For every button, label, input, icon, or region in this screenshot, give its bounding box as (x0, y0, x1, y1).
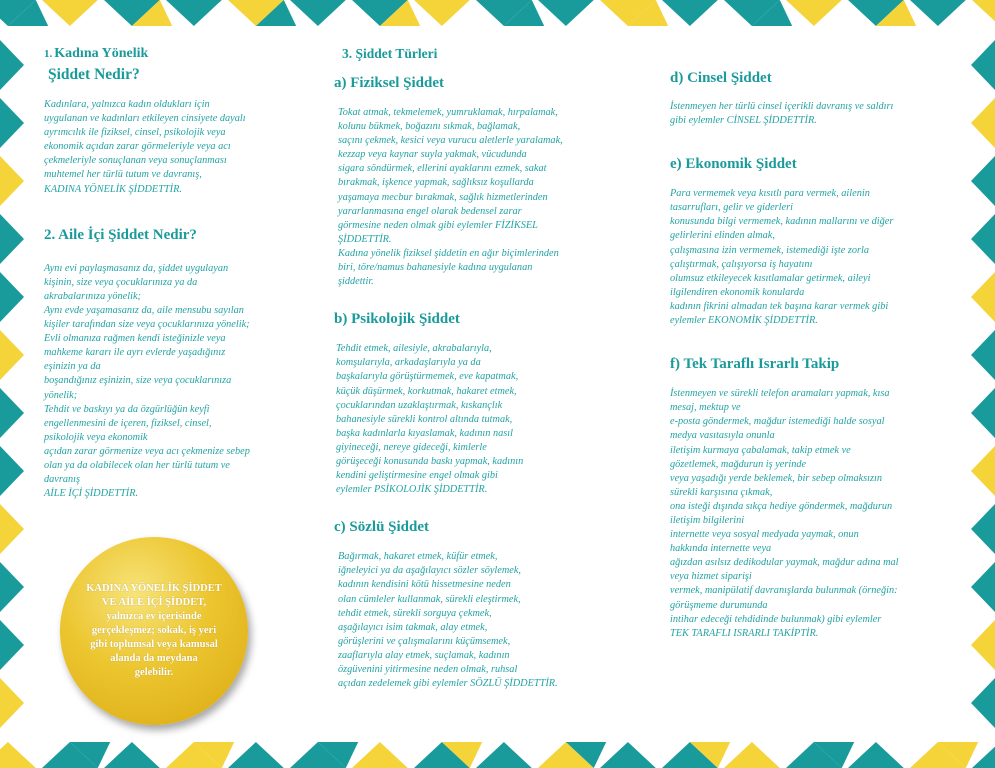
subsection-body: Tokat atmak, tekmelemek, yumruklamak, hırpalamak, kolunu bükmek, boğazını sıkmak, bağlamak, saçını çekmek, kesici veya vurucu aletlerle yaralamak, kezzap veya kaynar suyla yakmak, vücudunda sigara söndürmek, ellerini ayaklarını ezmek, sakat bırakmak, işkence yapmak, sağlıksız koşullarda yaşamaya mecbur bırakmak, sağlık hizmetlerinden yararlanmasına engel olarak bedensel zarar görmesine neden olmak gibi eylemler FİZİKSEL ŞİDDETTİR. Kadına yönelik fiziksel şiddetin en ağır biçimlerinden biri, töre/namus bahanesiyle kadına uygulanan şiddettir. (338, 107, 563, 288)
subsection-title: c) Sözlü Şiddet (334, 519, 430, 536)
subsection-title: a) Fiziksel Şiddet (334, 75, 445, 91)
subsection-body: Bağırmak, hakaret etmek, küfür etmek, iğneleyici ya da aşağılayıcı sözler söylemek, kadının kendisini kötü hissetmesine neden olan cümleler kullanmak, sürekli eleştirmek, tehdit etmek, sürekli sorguya çekmek, aşağılayıcı isim takmak, alay etmek, görüşlerini ve çalışmalarını küçümsemek, zaaflarıyla alay etmek, suçlamak, kadının özgüvenini yitirmesine neden olmak, ruhsal açıdan zedelemek gibi eylemler SÖZLÜ ŞİDDETTİR. (338, 551, 558, 690)
callout-text: KADINA YÖNELİK ŞİDDET VE AİLE İÇİ ŞİDDET, yalnızca ev içerisinde gerçekleşmez; sokak, iş yeri gibi toplumsal veya kamusal alanda da meydana gelebilir. (86, 583, 222, 678)
subsection-title: e) Ekonomik Şiddet (670, 156, 797, 173)
section-psychological-violence (334, 311, 610, 497)
section-body: Aynı evi paylaşmasanız da, şiddet uygulayan kişinin, size veya çocuklarınıza ya da akrabalarınıza yönelik; Aynı evde yaşamasanız da, aile mensubu sayılan kişiler tarafından size veya çocuklarınıza yönelik; Evli olmanıza rağmen kendi isteğinizle veya mahkeme kararı ile ayrı evlerde yaşadığınız eşinizin ya da boşandığınız eşinizin, size veya çocuklarınıza yönelik; Tehdit ve baskıyı ya da özgürlüğün keyfi engellenmesini de içeren, fiziksel, cinsel, psikolojik veya ekonomik açıdan zarar görmenize veya acı çekmenize sebep olan ya da olabilecek olan her türlü tutum ve davranış AİLE İÇİ ŞİDDETTİR. (44, 262, 250, 500)
subsection-body: İstenmeyen her türlü cinsel içerikli davranış ve saldırı gibi eylemler CİNSEL ŞİDDETTİR. (670, 101, 894, 127)
section-domestic-violence (44, 227, 306, 502)
column-right (670, 70, 960, 641)
subsection-title: d) Cinsel Şiddet (670, 70, 772, 86)
section-physical-violence (334, 75, 610, 289)
section-violence-against-women (44, 46, 306, 197)
subsection-body: İstenmeyen ve sürekli telefon aramaları yapmak, kısa mesaj, mektup ve e-posta göndermek, mağdur istemediği halde sosyal medya vasıtasıyla onunla iletişim kurmaya çabalamak, takip etmek ve gözetlemek, mağdurun iş yerinde veya yaşadığı yerde beklemek, bir sebep olmaksızın sürekli karşısına çıkmak, ona isteği dışında sıkça hediye göndermek, mağdurun iletişim bilgilerini internette veya sosyal medyada yaymak, onun hakkında internette veya ağızdan asılsız dedikodular yaymak, mağdur adına mal veya hizmet siparişi vermek, manipülatif davranışlarda bulunmak (örneğin: görüşmeme durumunda intihar edeceği tehdidinde bulunmak) gibi eylemler TEK TARAFLI ISRARLI TAKİPTİR. (670, 388, 899, 639)
section-sexual-violence (670, 70, 960, 128)
section-title (44, 46, 306, 62)
column-left (44, 40, 306, 501)
subsection-body: Tehdit etmek, ailesiyle, akrabalarıyla, komşularıyla, arkadaşlarıyla ya da başkalarıyla görüştürmemek, eve kapatmak, küçük düşürmek, korkutmak, hakaret etmek, çocuklarından uzaklaştırmak, kıskançlık bahanesiyle sürekli kontrol altında tutmak, başka kadınlarla kıyaslamak, kadının nasıl giyineceği, nereye gideceği, kimlerle görüşeceği konusunda baskı yapmak, kadının kendini geliştirmesine engel olmak gibi eylemler PSİKOLOJİK ŞİDDETTİR. (336, 343, 524, 496)
subsection-title: b) Psikolojik Şiddet (334, 311, 460, 328)
subsection-body: Para vermemek veya kısıtlı para vermek, ailenin tasarrufları, gelir ve giderleri konusunda bilgi vermemek, kadının mallarını ve diğer gelirlerini elinden almak, çalışmasına izin vermemek, istemediği işte zorla çalıştırmak, çalışıyorsa iş hayatını olumsuz etkileyecek kısıtlamalar getirmek, aileyi ilgilendiren ekonomik konularda kadının fikrini almadan tek başına karar vermek gibi eylemler EKONOMİK ŞİDDETTİR. (670, 188, 894, 327)
section-title: 2. Aile İçi Şiddet Nedir? (44, 226, 197, 243)
section-title-line1: Kadına Yönelik (54, 46, 149, 61)
section-verbal-violence (334, 519, 610, 691)
section-title-line2: Şiddet Nedir? (48, 66, 140, 83)
section-title-violence-types: 3. Şiddet Türleri (342, 46, 438, 61)
gold-callout-circle (60, 537, 248, 725)
section-economic-violence (670, 156, 960, 328)
section-stalking (670, 356, 960, 641)
column-middle (334, 40, 610, 691)
section-body: Kadınlara, yalnızca kadın oldukları için uygulanan ve kadınları etkileyen cinsiyete dayalı ayrımcılık ile fiziksel, cinsel, psikolojik veya ekonomik açıdan zarar görmeleriyle veya acı çekmeleriyle sonuçlanan veya sonuçlanması muhtemel her türlü tutum ve davranış, KADINA YÖNELİK ŞİDDETTİR. (44, 99, 246, 195)
section-number: 1. (44, 48, 53, 60)
subsection-title: f) Tek Taraflı Israrlı Takip (670, 356, 840, 373)
